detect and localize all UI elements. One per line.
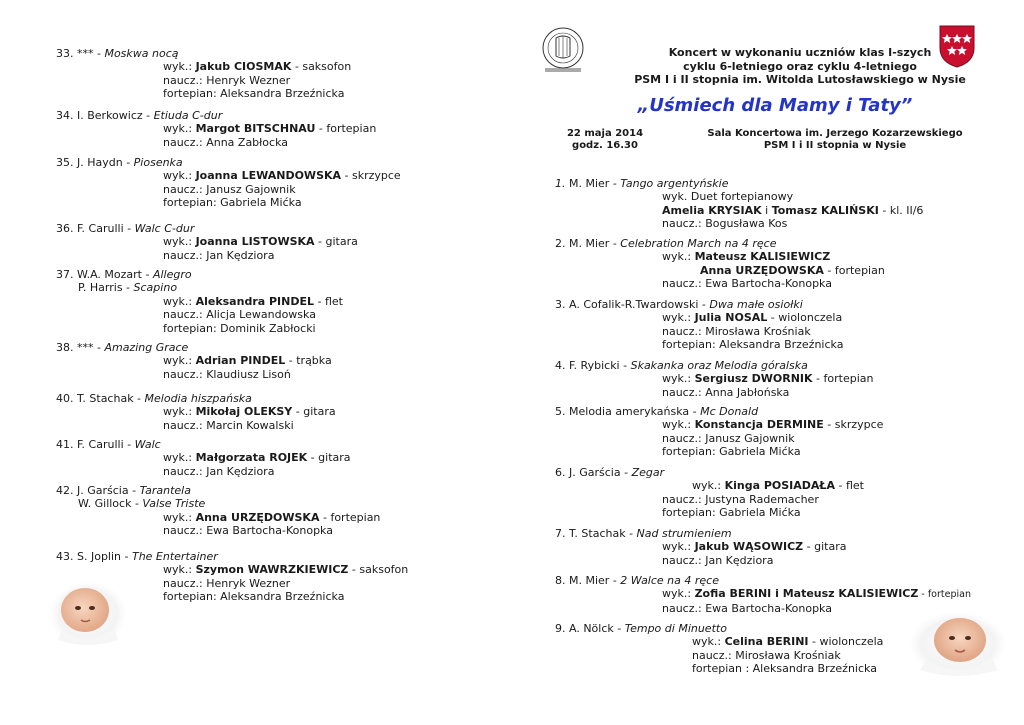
piece-title: Walc: [134, 438, 161, 451]
accompanist: fortepian: Gabriela Mićka: [662, 445, 801, 459]
item-number: 41. F. Carulli -: [56, 438, 135, 451]
performer-name: Margot BITSCHNAU: [195, 122, 316, 136]
accompanist: fortepian: Aleksandra Brzeźnicka: [163, 87, 345, 101]
performer-name: Mikołaj OLEKSY: [195, 405, 293, 419]
instrument: - skrzypce: [823, 418, 884, 432]
teacher: naucz.: Marcin Kowalski: [163, 418, 294, 432]
baby-face-photo-left: [48, 578, 128, 648]
instrument: - fortepian: [812, 372, 874, 386]
program-item-34: [56, 109, 376, 149]
program-item-4: [555, 359, 873, 399]
teacher: naucz.: Ewa Bartocha-Konopka: [662, 601, 832, 615]
item-number: 36. F. Carulli -: [56, 222, 135, 235]
concert-time: godz. 16.30: [572, 140, 638, 151]
instrument: - gitara: [307, 451, 351, 465]
piece-title: Mc Donald: [700, 405, 759, 418]
performer-prefix: wyk.:: [692, 635, 725, 649]
program-item-41: [56, 438, 351, 478]
program-item-40: [56, 392, 336, 432]
performer-name: Jakub CIOSMAK: [195, 60, 292, 74]
teacher: naucz.: Jan Kędziora: [163, 464, 275, 478]
program-item-5: [555, 405, 883, 459]
performer-prefix: wyk.:: [163, 169, 196, 183]
item-number: 33. *** -: [56, 47, 105, 60]
performer-prefix: wyk.:: [163, 235, 196, 249]
instrument: - skrzypce: [341, 169, 401, 183]
header-line-3: PSM I i II stopnia im. Witolda Lutosławskiego w Nysie: [634, 73, 966, 87]
performer-prefix: wyk.:: [163, 122, 196, 136]
teacher: naucz.: Ewa Bartocha-Konopka: [163, 524, 333, 538]
instrument: - flet: [835, 479, 864, 493]
performer-name: Joanna LEWANDOWSKA: [195, 169, 342, 183]
instrument: - fortepian: [315, 122, 377, 136]
item-number: 35. J. Haydn -: [56, 156, 134, 169]
composer: F. Rybicki -: [569, 359, 631, 372]
instrument: - saksofon: [291, 60, 352, 74]
item-number: 2.: [555, 237, 569, 250]
performer-name: Jakub WĄSOWICZ: [694, 540, 804, 554]
performer-prefix: wyk.:: [163, 354, 196, 368]
performer-name: Szymon WAWRZKIEWICZ: [195, 563, 349, 577]
performer-prefix: wyk.:: [163, 510, 196, 524]
performer-name: Mateusz KALISIEWICZ: [694, 250, 831, 264]
city-crest-icon: [938, 24, 976, 68]
performer-prefix: wyk.:: [662, 587, 695, 601]
program-item-42: [56, 484, 380, 538]
composer: M. Mier -: [569, 237, 621, 250]
piece-title: The Entertainer: [131, 550, 218, 563]
teacher: naucz.: Janusz Gajownik: [662, 431, 795, 445]
item-number: 5.: [555, 405, 569, 418]
instrument: - saksofon: [348, 563, 409, 577]
performer-prefix: wyk.:: [662, 540, 695, 554]
performer-prefix: wyk.:: [692, 479, 725, 493]
piece-title: Tarantela: [139, 484, 191, 497]
performer-name: Celina BERINI: [724, 635, 809, 649]
accompanist: fortepian: Gabriela Mićka: [662, 506, 801, 520]
teacher: naucz.: Jan Kędziora: [662, 553, 774, 567]
instrument: - wiolonczela: [808, 635, 884, 649]
baby-face-photo-right: [908, 608, 1008, 678]
performer-prefix: wyk.:: [163, 563, 196, 577]
piece-title: Walc C-dur: [134, 222, 195, 235]
item-number: 37. W.A. Mozart -: [56, 268, 153, 281]
performer-name: Amelia KRYSIAK: [662, 203, 762, 217]
item-number: 4.: [555, 359, 569, 372]
teacher: naucz.: Janusz Gajownik: [163, 182, 296, 196]
item-number: 6.: [555, 466, 569, 479]
teacher: naucz.: Jan Kędziora: [163, 248, 275, 262]
accompanist: fortepian: Aleksandra Brzeźnicka: [662, 338, 844, 352]
piece-title: Nad strumieniem: [636, 527, 732, 540]
conjunction: i: [761, 203, 772, 217]
piece-title: Tempo di Minuetto: [624, 622, 727, 635]
teacher: naucz.: Justyna Rademacher: [662, 492, 819, 506]
piece-title: Allegro: [152, 268, 192, 281]
piece-title: Tango argentyńskie: [620, 177, 729, 190]
piece-title: Melodia hiszpańska: [144, 392, 252, 405]
composer: M. Mier -: [569, 177, 621, 190]
piece-title: Scapino: [133, 281, 178, 295]
item-number: 34. I. Berkowicz -: [56, 109, 154, 122]
program-item-6: [555, 466, 864, 520]
program-item-3: [555, 298, 843, 352]
header-line-1: Koncert w wykonaniu uczniów klas I-szych: [668, 46, 932, 59]
teacher: naucz.: Henryk Wezner: [163, 73, 291, 87]
program-item-37: [56, 268, 343, 335]
performer-prefix: wyk.:: [662, 311, 695, 325]
performer-name: Tomasz KALIŃSKI: [771, 203, 879, 217]
performer-name: Małgorzata ROJEK: [195, 451, 308, 465]
performer-prefix: wyk.:: [163, 60, 196, 74]
composer: T. Stachak -: [569, 527, 637, 540]
performer-prefix: wyk. Duet fortepianowy: [662, 190, 794, 204]
item-number: 40. T. Stachak -: [56, 392, 145, 405]
piece-title: Zegar: [631, 466, 665, 479]
instrument: - fortepian: [823, 263, 885, 277]
performer-prefix: wyk.:: [662, 372, 695, 386]
second-composer: W. Gillock -: [78, 497, 143, 511]
program-item-35: [56, 156, 401, 210]
performer-name: Aleksandra PINDEL: [195, 294, 315, 308]
instrument: - wiolonczela: [767, 311, 843, 325]
piece-title: Valse Triste: [142, 497, 206, 511]
performer-name: Anna URZĘDOWSKA: [700, 263, 824, 277]
teacher: naucz.: Alicja Lewandowska: [163, 308, 316, 322]
piece-title: Amazing Grace: [104, 341, 189, 354]
teacher: naucz.: Anna Zabłocka: [163, 135, 288, 149]
teacher: naucz.: Klaudiusz Lisoń: [163, 367, 291, 381]
program-item-2: [555, 237, 885, 291]
second-composer: P. Harris -: [78, 281, 134, 295]
teacher: naucz.: Ewa Bartocha-Konopka: [662, 277, 832, 291]
item-number: 1.: [555, 177, 569, 190]
performer-prefix: wyk.:: [163, 451, 196, 465]
performer-name: Zofia BERINI i Mateusz KALISIEWICZ: [694, 587, 919, 601]
program-item-1: [555, 177, 923, 231]
performer-name: Adrian PINDEL: [195, 354, 286, 368]
instrument: - fortepian: [319, 510, 381, 524]
program-item-9: [555, 622, 883, 676]
program-item-33: [56, 47, 351, 101]
instrument: - gitara: [803, 540, 847, 554]
accompanist: fortepian: Dominik Zabłocki: [163, 321, 316, 335]
performer-name: Kinga POSIADAŁA: [724, 479, 835, 493]
performer-prefix: wyk.:: [662, 418, 695, 432]
piece-title: 2 Walce na 4 ręce: [620, 574, 719, 587]
accompanist: fortepian: Aleksandra Brzeźnicka: [163, 590, 345, 604]
composer: Melodia amerykańska -: [569, 405, 701, 418]
header-line-2: cyklu 6-letniego oraz cyklu 4-letniego: [683, 59, 917, 73]
composer: A. Nölck -: [569, 622, 625, 635]
performer-name: Julia NOSAL: [694, 311, 768, 325]
performer-prefix: wyk.:: [662, 250, 695, 264]
item-number: 8.: [555, 574, 569, 587]
piece-title: Celebration March na 4 ręce: [620, 237, 777, 250]
item-number: 43. S. Joplin -: [56, 550, 132, 563]
instrument: - trąbka: [285, 354, 332, 368]
composer: J. Garścia -: [569, 466, 632, 479]
composer: A. Cofalik-R.Twardowski -: [569, 298, 710, 311]
performer-name: Anna URZĘDOWSKA: [195, 510, 320, 524]
item-number: 42. J. Garścia -: [56, 484, 140, 497]
item-number: 3.: [555, 298, 569, 311]
venue-line-2: PSM I i II stopnia w Nysie: [763, 140, 907, 151]
instrument: - flet: [314, 294, 343, 308]
teacher: naucz.: Anna Jabłońska: [662, 385, 790, 399]
teacher: naucz.: Bogusława Kos: [662, 217, 788, 231]
concert-date: 22 maja 2014: [566, 128, 644, 139]
performer-prefix: wyk.:: [163, 405, 196, 419]
piece-title: Etiuda C-dur: [153, 109, 223, 122]
performer-prefix: wyk.:: [163, 294, 196, 308]
instrument: - fortepian: [918, 589, 971, 601]
piece-title: Moskwa nocą: [104, 47, 179, 60]
piece-title: Piosenka: [133, 156, 183, 169]
program-item-38: [56, 341, 332, 381]
teacher: naucz.: Henryk Wezner: [163, 576, 291, 590]
concert-title: „Uśmiech dla Mamy i Taty”: [637, 95, 913, 116]
piece-title: Skakanka oraz Melodia góralska: [630, 359, 808, 372]
instrument: - gitara: [292, 405, 336, 419]
venue-line-1: Sala Koncertowa im. Jerzego Kozarzewskiego: [707, 128, 963, 139]
instrument: - gitara: [314, 235, 358, 249]
performer-name: Konstancja DERMINE: [694, 418, 824, 432]
accompanist: fortepian: Gabriela Mićka: [163, 196, 302, 210]
composer: M. Mier -: [569, 574, 621, 587]
program-item-36: [56, 222, 358, 262]
item-number: 9.: [555, 622, 569, 635]
teacher: naucz.: Mirosława Krośniak: [692, 648, 841, 662]
item-number: 7.: [555, 527, 569, 540]
accompanist: fortepian : Aleksandra Brzeźnicka: [692, 662, 877, 676]
program-item-7: [555, 527, 846, 567]
teacher: naucz.: Mirosława Krośniak: [662, 324, 811, 338]
piece-title: Dwa małe osiołki: [709, 298, 803, 311]
item-number: 38. *** -: [56, 341, 105, 354]
performer-name: Sergiusz DWORNIK: [694, 372, 813, 386]
performer-name: Joanna LISTOWSKA: [195, 235, 315, 249]
class-info: - kl. II/6: [878, 203, 924, 217]
